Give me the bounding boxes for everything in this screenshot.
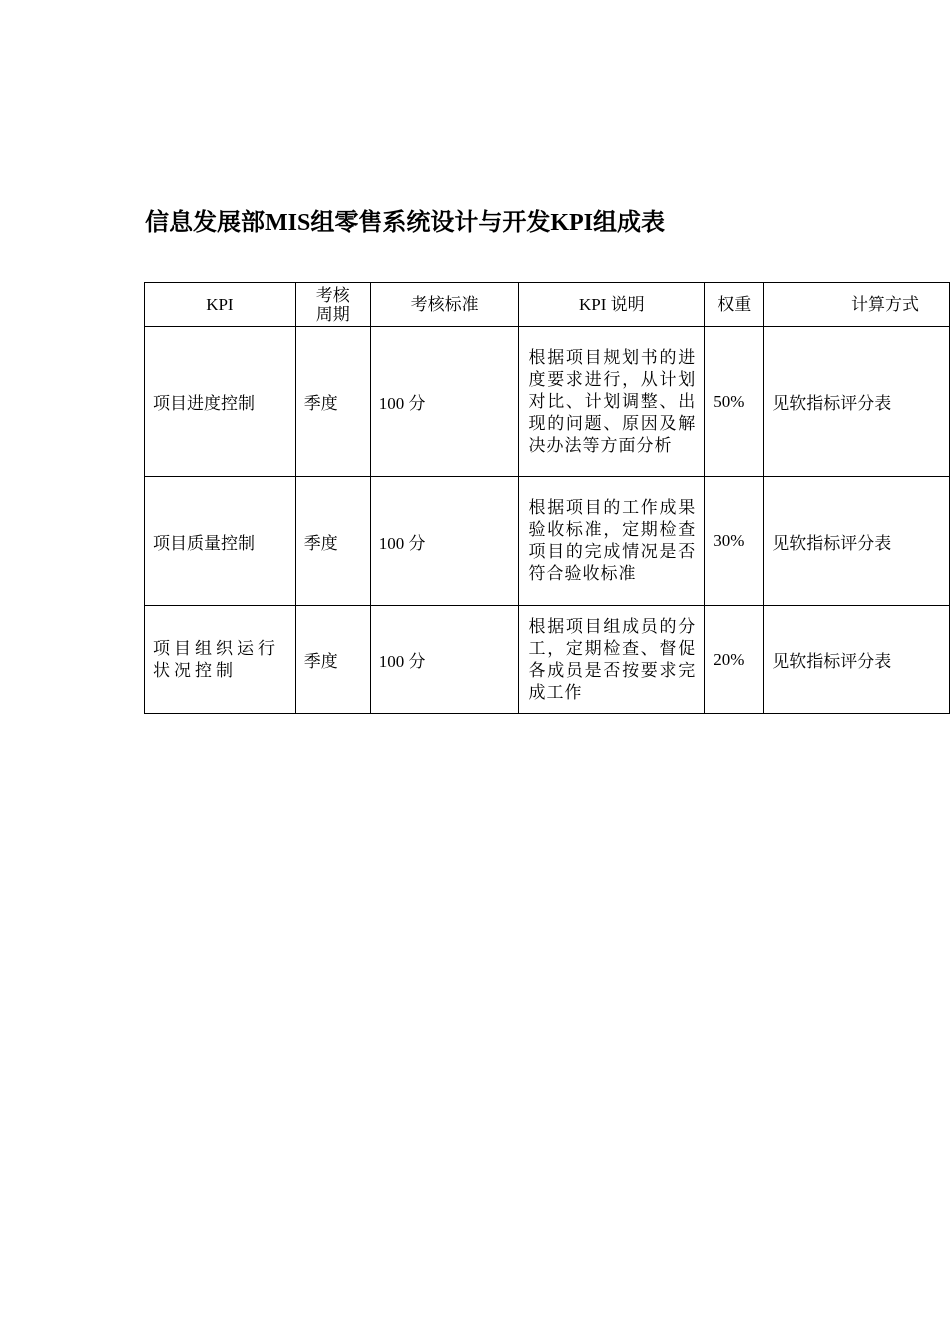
- row-standard: 100 分: [370, 477, 519, 606]
- row-weight: 30%: [705, 477, 764, 606]
- table-row: [145, 327, 950, 477]
- table-row: [145, 606, 950, 714]
- row-description: 根据项目的工作成果验收标准，定期检查项目的完成情况是否符合验收标准: [519, 477, 705, 606]
- document-title: 信息发展部MIS组零售系统设计与开发KPI组成表: [145, 210, 666, 236]
- row-method: 见软指标评分表: [764, 606, 950, 714]
- table-header-row: [145, 283, 950, 327]
- row-standard: 100 分: [370, 327, 519, 477]
- row-description: 根据项目组成员的分工，定期检查、督促各成员是否按要求完成工作: [519, 606, 705, 714]
- table-row: [145, 477, 950, 606]
- header-period: [295, 283, 370, 327]
- row-weight: 20%: [705, 606, 764, 714]
- header-weight: 权重: [705, 283, 764, 327]
- row-period: 季度: [295, 477, 370, 606]
- row-kpi-name: 项目进度控制: [145, 327, 296, 477]
- row-period: 季度: [295, 606, 370, 714]
- kpi-table: [144, 282, 950, 714]
- row-method: 见软指标评分表: [764, 477, 950, 606]
- header-description: KPI 说明: [519, 283, 705, 327]
- header-standard: 考核标准: [370, 283, 519, 327]
- row-standard: 100 分: [370, 606, 519, 714]
- row-kpi-name: 项目组织运行状况控制: [145, 606, 296, 714]
- row-method: 见软指标评分表: [764, 327, 950, 477]
- row-weight: 50%: [705, 327, 764, 477]
- header-method: 计算方式: [764, 283, 950, 327]
- row-description: 根据项目规划书的进度要求进行，从计划对比、计划调整、出现的问题、原因及解决办法等方面分析: [519, 327, 705, 477]
- header-period-text: 考核 周期: [315, 285, 350, 324]
- row-kpi-name: 项目质量控制: [145, 477, 296, 606]
- row-period: 季度: [295, 327, 370, 477]
- header-kpi: KPI: [145, 283, 296, 327]
